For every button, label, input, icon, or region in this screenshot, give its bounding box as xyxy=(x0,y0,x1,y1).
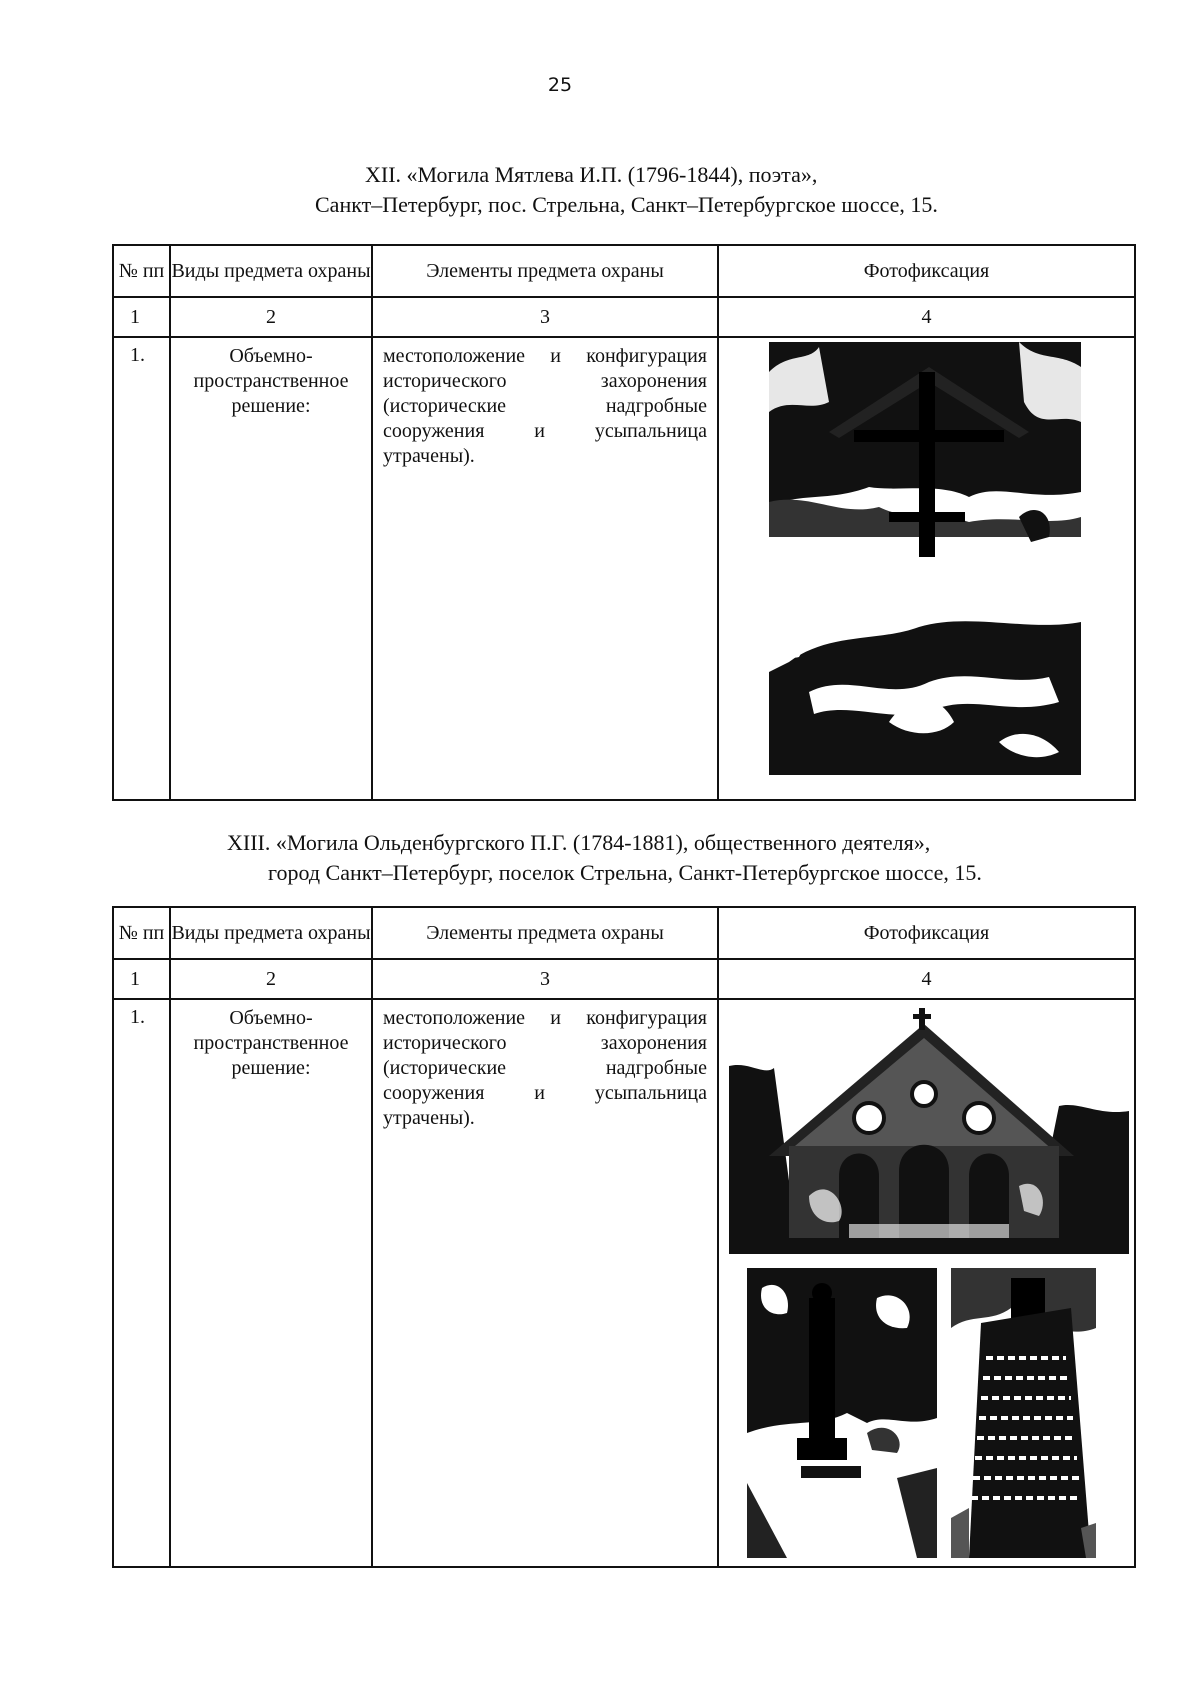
header-number: № пп xyxy=(113,245,170,297)
table-header-row xyxy=(113,907,1135,959)
column-number-row xyxy=(113,959,1135,999)
header-elements: Элементы предмета охраны xyxy=(372,245,718,297)
section-heading-xii xyxy=(0,160,1200,222)
row-index: 1. xyxy=(113,337,170,800)
table-row xyxy=(113,337,1135,800)
header-photo: Фотофиксация xyxy=(718,245,1135,297)
row-elements: местоположение и конфигурация исторического захоронения (исторические надгробные сооружения и усыпальница утрачены). xyxy=(372,337,718,800)
section-address: город Санкт–Петербург, поселок Стрельна, Санкт-Петербургское шоссе, 15. xyxy=(268,860,982,885)
header-elements: Элементы предмета охраны xyxy=(372,907,718,959)
row-elements: местоположение и конфигурация исторического захоронения (исторические надгробные сооружения и усыпальница утрачены). xyxy=(372,999,718,1567)
table-header-row xyxy=(113,245,1135,297)
column-number: 2 xyxy=(170,959,372,999)
protection-table-xiii xyxy=(112,906,1136,1568)
photo-cell xyxy=(718,337,1135,800)
column-number: 1 xyxy=(113,959,170,999)
row-type: Объемно-пространственное решение: xyxy=(170,999,372,1567)
column-number: 1 xyxy=(113,297,170,337)
memorial-plaque-photo xyxy=(951,1268,1096,1558)
column-number: 3 xyxy=(372,959,718,999)
column-number-row xyxy=(113,297,1135,337)
column-number: 4 xyxy=(718,959,1135,999)
chapel-photo xyxy=(729,1006,1129,1254)
page-number: 25 xyxy=(547,74,573,96)
row-type: Объемно-пространственное решение: xyxy=(170,337,372,800)
photo-cell xyxy=(718,999,1135,1567)
column-number: 3 xyxy=(372,297,718,337)
protection-table-xii xyxy=(112,244,1136,801)
table-row xyxy=(113,999,1135,1567)
section-title: XIII. «Могила Ольденбургского П.Г. (1784-1881), общественного деятеля», xyxy=(227,830,931,855)
section-address: Санкт–Петербург, пос. Стрельна, Санкт–Петербургское шоссе, 15. xyxy=(315,192,938,217)
column-number: 4 xyxy=(718,297,1135,337)
header-number: № пп xyxy=(113,907,170,959)
header-type: Виды предмета охраны xyxy=(170,245,372,297)
section-title: XII. «Могила Мятлева И.П. (1796-1844), поэта», xyxy=(365,162,818,187)
column-number: 2 xyxy=(170,297,372,337)
header-photo: Фотофиксация xyxy=(718,907,1135,959)
header-type: Виды предмета охраны xyxy=(170,907,372,959)
section-heading-xiii xyxy=(0,828,1200,890)
statue-photo xyxy=(747,1268,937,1558)
row-index: 1. xyxy=(113,999,170,1567)
grave-cross-photo xyxy=(769,342,1081,775)
